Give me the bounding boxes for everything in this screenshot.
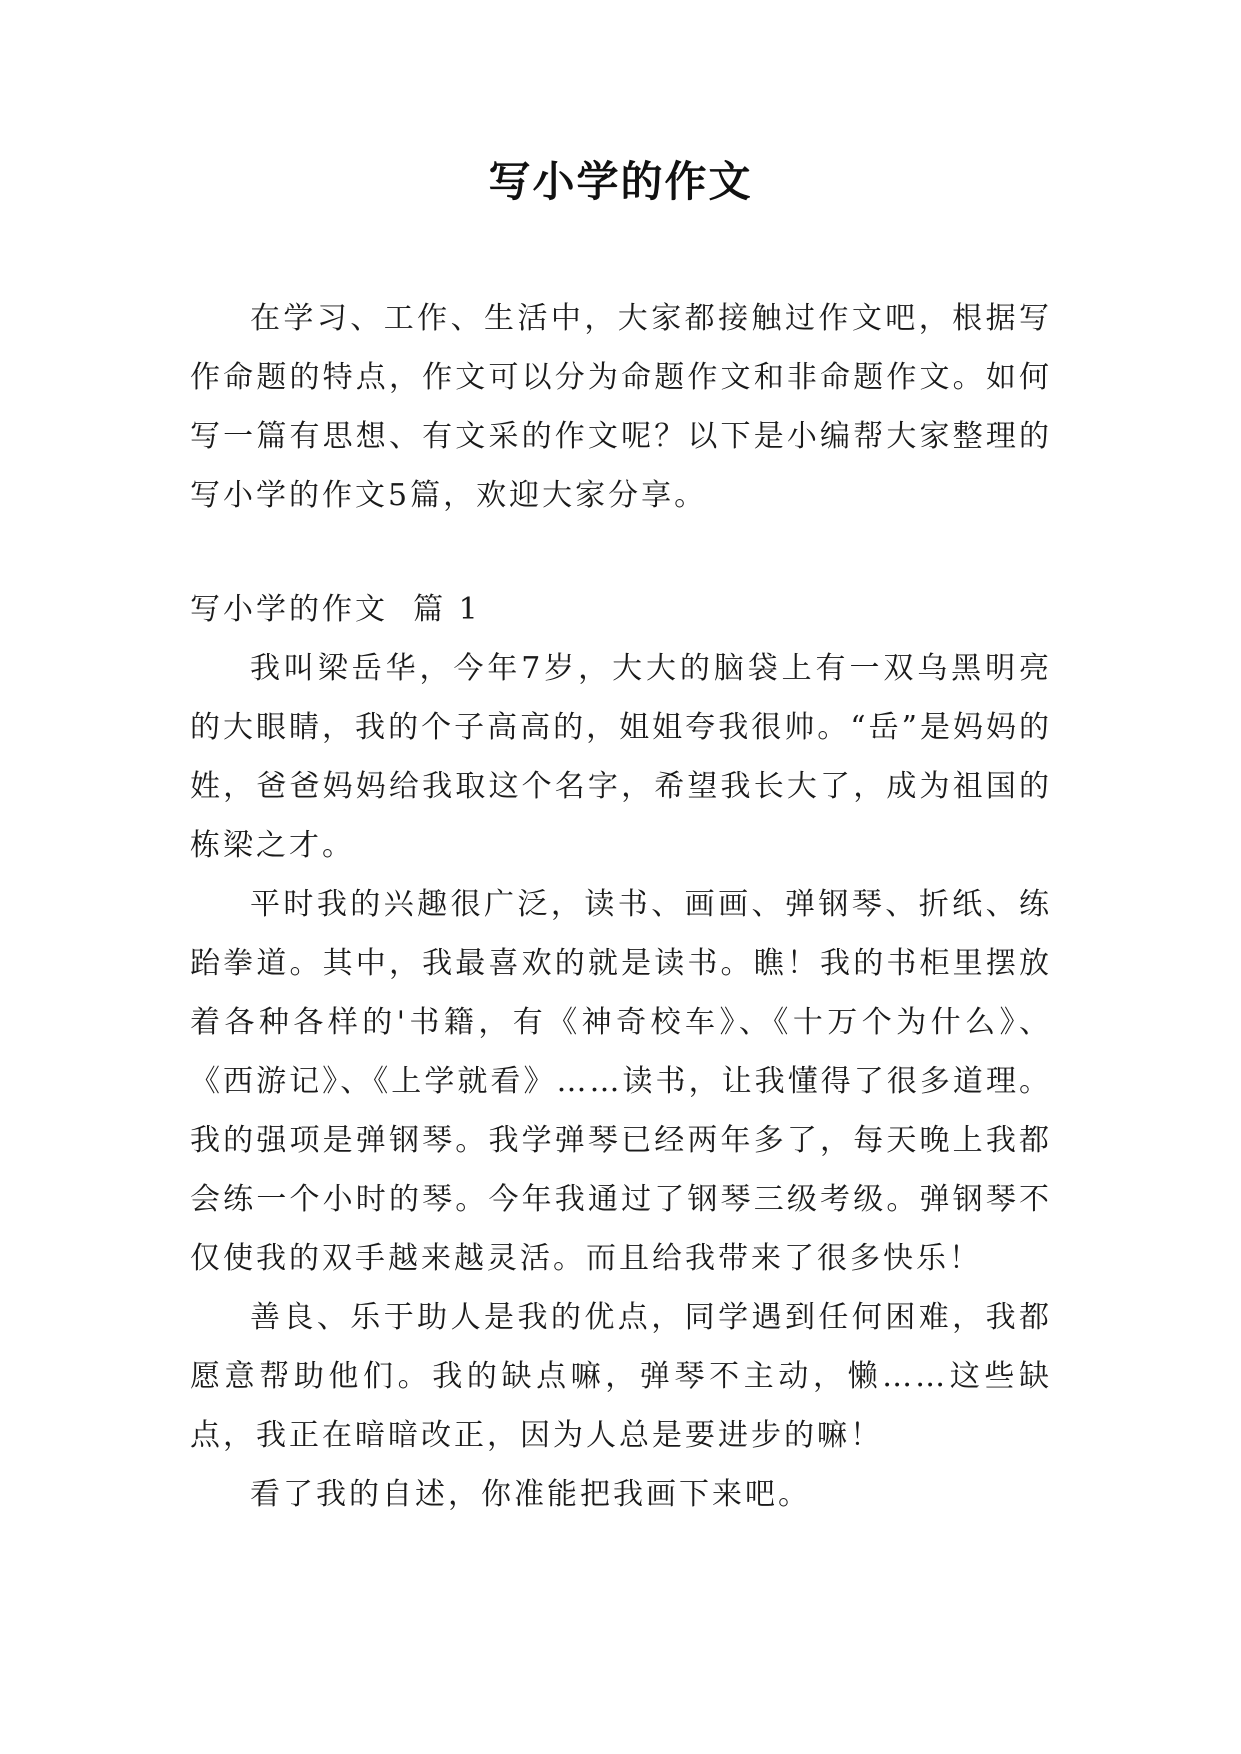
- essay-paragraph: 看了我的自述，你准能把我画下来吧。: [250, 1477, 811, 1512]
- essay-body: [190, 639, 1052, 1524]
- intro-paragraph: 在学习、工作、生活中，大家都接触过作文吧，根据写作命题的特点，作文可以分为命题作文和非命题作文。如何写一篇有思想、有文采的作文呢？以下是小编帮大家整理的写小学的作文5篇，欢迎大家分享。: [190, 301, 1052, 513]
- intro-section: [190, 289, 1052, 525]
- essay-paragraph: 平时我的兴趣很广泛，读书、画画、弹钢琴、折纸、练跆拳道。其中，我最喜欢的就是读书。瞧！我的书柜里摆放着各种各样的'书籍，有《神奇校车》、《十万个为什么》、《西游记》、《上学就看》……读书，让我懂得了很多道理。我的强项是弹钢琴。我学弹琴已经两年多了，每天晚上我都会练一个小时的琴。今年我通过了钢琴三级考级。弹钢琴不仅使我的双手越来越灵活。而且给我带来了很多快乐！: [190, 887, 1052, 1276]
- document-title: 写小学的作文: [488, 157, 753, 206]
- section-heading: 写小学的作文 篇 1: [190, 592, 481, 627]
- essay-paragraph: 我叫梁岳华，今年7岁，大大的脑袋上有一双乌黑明亮的大眼睛，我的个子高高的，姐姐夸我很帅。“岳”是妈妈的姓，爸爸妈妈给我取这个名字，希望我长大了，成为祖国的栋梁之才。: [190, 651, 1052, 863]
- essay-paragraph: 善良、乐于助人是我的优点，同学遇到任何困难，我都愿意帮助他们。我的缺点嘛，弹琴不主动，懒……这些缺点，我正在暗暗改正，因为人总是要进步的嘛！: [190, 1300, 1052, 1453]
